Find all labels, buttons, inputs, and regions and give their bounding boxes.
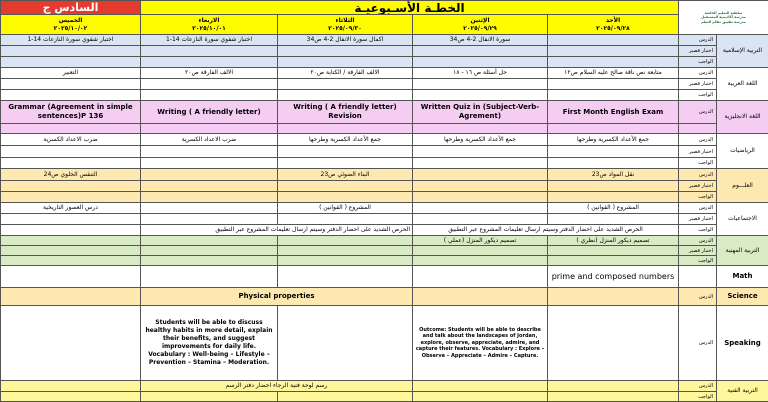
islamic-sun	[548, 35, 679, 46]
social-tue: المشروع ( القوانين )	[278, 203, 413, 214]
label-homework: الواجب	[679, 90, 717, 101]
day-name: الأحد	[605, 16, 621, 24]
label-quiz: اختبار قصير	[679, 146, 717, 158]
math-en-sun: prime and composed numbers	[548, 266, 679, 288]
english-sun: First Month English Exam	[548, 101, 679, 124]
subject-science: العلـــوم	[717, 169, 768, 203]
science-en-wed: Physical properties	[141, 288, 413, 306]
label-lesson: الدرس	[679, 306, 717, 381]
day-header-wednesday	[141, 15, 278, 35]
school-line: مدرسة تطبيق نظام التعلم	[701, 19, 746, 24]
class-grade-label: السادس ج	[1, 1, 141, 15]
label-quiz: اختبار قصير	[679, 79, 717, 90]
arabic-tue: الالف الفارقة / الكتابة ص٢٠	[278, 68, 413, 79]
label-lesson: الدرس	[679, 381, 717, 392]
math-tue: جمع الأعداد الكسرية وطرحها	[278, 134, 413, 146]
label-homework: الواجب	[679, 256, 717, 266]
vocational-wed	[141, 236, 278, 246]
vocational-mon: تصميم ديكور المنزل (عملي )	[413, 236, 548, 246]
islamic-tue: اكمال سورة الانفال 2-4 ص34	[278, 35, 413, 46]
subject-art: التربية الفنية	[717, 381, 768, 402]
label-lesson: الدرس	[679, 101, 717, 124]
label-homework: الواجب	[679, 392, 717, 402]
label-lesson: الدرس	[679, 169, 717, 181]
label-quiz: اختبار قصير	[679, 246, 717, 256]
day-name: الخميس	[58, 16, 83, 24]
school-line: سلطنة التعليم الخاصة	[704, 10, 743, 15]
label-lesson: الدرس	[679, 203, 717, 214]
day-date: ٢٠٢٥/١٠/٠١	[192, 24, 226, 32]
label-lesson: الدرس	[679, 236, 717, 246]
social-thu: درس العصور التاريخية	[1, 203, 141, 214]
arabic-thu: التعبير	[1, 68, 141, 79]
math-wed: ضرب الاعداد الكسرية	[141, 134, 278, 146]
subject-english: اللغة الانجليزية	[717, 101, 768, 134]
math-sun: جمع الأعداد الكسرية وطرحها	[548, 134, 679, 146]
day-name: الإثنين	[470, 16, 490, 24]
math-mon: جمع الأعداد الكسرية وطرحها	[413, 134, 548, 146]
page-title: الخطـة الأسـبوعيـة	[141, 1, 679, 15]
english-mon: Written Quiz in (Subject-Verb- Agrement)	[413, 101, 548, 124]
label-homework: الواجب	[679, 158, 717, 169]
islamic-thu: اختبار شفوي سورة النازعات 14-1	[1, 35, 141, 46]
social-note-sun-mon: الحرص الشديد على احضار الدفتر وسيتم ارسال تعليمات المشروع عبر التطبيق	[413, 225, 679, 236]
science-sun: نقل المواد ص23	[548, 169, 679, 181]
social-mon	[413, 203, 548, 214]
science-wed	[141, 169, 278, 181]
label-homework: الواجب	[679, 225, 717, 236]
label-lesson: الدرس	[679, 288, 717, 306]
label-lesson: الدرس	[679, 35, 717, 46]
label-lesson: الدرس	[679, 68, 717, 79]
english-thu: Grammar (Agreement in simple sentences)P 136	[1, 101, 141, 124]
speaking-wed: Students will be able to discuss healthy habits in more detail, explain their benefits, and suggest improvements for daily life. Vocabulary : Well-being – Lifestyle – Prevention – Stamina – Moderation.	[141, 306, 278, 381]
day-date: ٢٠٢٥/١٠/٠٢	[53, 24, 88, 32]
subject-math: الرياضيات	[717, 134, 768, 169]
vocational-thu	[1, 236, 141, 246]
art-note: رسم لوحة فنية الرجاء احضار دفتر الرسم	[141, 381, 413, 392]
speaking-mon: Outcome: Students will be able to describe and talk about the landscapes of Jordan, explore, observe, appreciate, admire, and capture their features. Vocabulary : Explore – Observe – Appreciate – Admire – Capture.	[413, 306, 548, 381]
label-quiz: اختبار قصير	[679, 181, 717, 192]
arabic-mon: حل أسئلة ص ١٦ - ١٨	[413, 68, 548, 79]
school-line: مدرسة أكاديمية المستقبل	[701, 15, 746, 20]
label-quiz: اختبار قصير	[679, 214, 717, 225]
day-header-thursday	[1, 15, 141, 35]
subject-social: الاجتماعيات	[717, 203, 768, 236]
arabic-sun: متابعة نص ناقة صالح عليه السلام ص١٢	[548, 68, 679, 79]
day-date: ٢٠٢٥/٠٩/٢٨	[596, 24, 630, 32]
day-date: ٢٠٢٥/٠٩/٣٠	[328, 24, 362, 32]
islamic-mon: سورة الانفال 2-4 ص34	[413, 35, 548, 46]
science-mon	[413, 169, 548, 181]
label-homework: الواجب	[679, 192, 717, 203]
social-wed	[141, 203, 278, 214]
school-header	[679, 1, 768, 35]
math-thu: ضرب الاعداد الكسرية	[1, 134, 141, 146]
arabic-wed: الالف الفارقة ص٢٠	[141, 68, 278, 79]
day-name: الاربعاء	[198, 16, 220, 24]
day-header-sunday	[548, 15, 679, 35]
subject-math-en: Math	[717, 266, 768, 288]
subject-speaking: Speaking	[717, 306, 768, 381]
science-thu: التنفس الخلوي ص24	[1, 169, 141, 181]
subject-arabic: اللغة العربية	[717, 68, 768, 101]
label-lesson: الدرس	[679, 134, 717, 146]
subject-islamic: التربية الإسلامية	[717, 35, 768, 68]
subject-science-en: Science	[717, 288, 768, 306]
day-header-monday	[413, 15, 548, 35]
social-sun: المشروع ( القوانين )	[548, 203, 679, 214]
label-quiz: اختبار قصير	[679, 46, 717, 57]
vocational-sun: تصميم ديكور المنزل (نظري )	[548, 236, 679, 246]
social-note-tue-wed: الحرص الشديد على احضار الدفتر وسيتم ارسال تعليمات المشروع عبر التطبيق	[141, 225, 413, 236]
day-date: ٢٠٢٥/٠٩/٢٩	[463, 24, 497, 32]
vocational-tue	[278, 236, 413, 246]
day-header-tuesday	[278, 15, 413, 35]
science-tue: البناء الضوئي ص23	[278, 169, 413, 181]
english-tue: Writing ( A friendly letter) Revision	[278, 101, 413, 124]
english-wed: Writing ( A friendly letter)	[141, 101, 278, 124]
day-name: الثلاثاء	[335, 16, 355, 24]
subject-vocational: التربية المهنية	[717, 236, 768, 266]
label-homework: الواجب	[679, 57, 717, 68]
islamic-wed: اختبار شفوي سورة النازعات 14-1	[141, 35, 278, 46]
